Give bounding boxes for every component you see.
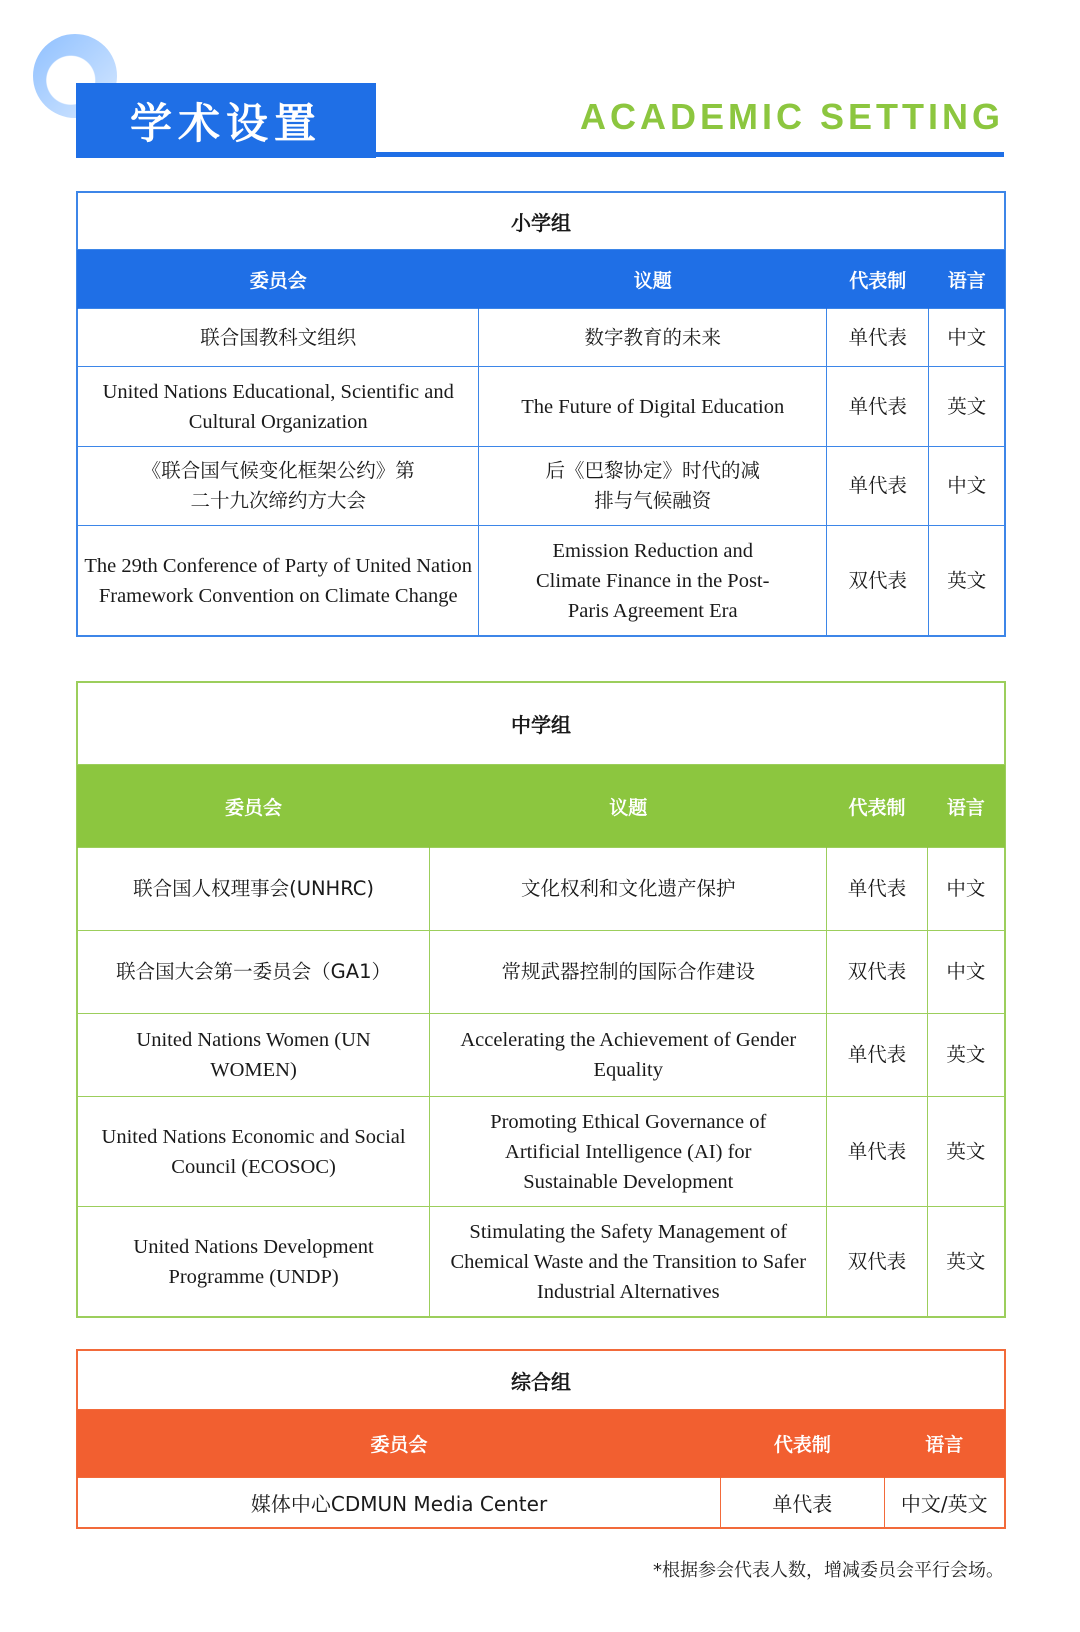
page-title-english: ACADEMIC SETTING [580, 96, 1004, 137]
title-underline [76, 152, 1004, 157]
table-row [78, 1478, 1005, 1528]
delegation-cell: 双代表 [827, 931, 927, 1014]
header-language: 语言 [929, 250, 1005, 309]
language-cell: 英文 [927, 1014, 1004, 1097]
language-cell: 英文 [927, 1097, 1004, 1207]
language-cell: 中文 [929, 447, 1005, 526]
header-language: 语言 [927, 765, 1004, 848]
language-cell: 中文/英文 [884, 1478, 1004, 1528]
delegation-cell: 单代表 [827, 1097, 927, 1207]
table-row [78, 1207, 1005, 1317]
committee-cell: 联合国大会第一委员会（GA1） [78, 931, 430, 1014]
committee-cell: 联合国教科文组织 [78, 309, 479, 367]
topic-cell: Accelerating the Achievement of Gender Equality [430, 1014, 827, 1097]
topic-cell: The Future of Digital Education [479, 367, 827, 447]
table-row [78, 447, 1005, 526]
committee-cell: 联合国人权理事会(UNHRC) [78, 848, 430, 931]
header-language: 语言 [884, 1410, 1004, 1478]
committee-cell: United Nations Development Programme (UNDP) [78, 1207, 430, 1317]
language-cell: 英文 [927, 1207, 1004, 1317]
topic-cell: 文化权利和文化遗产保护 [430, 848, 827, 931]
table-row [78, 367, 1005, 447]
table-row [78, 848, 1005, 931]
committee-cell: The 29th Conference of Party of United Nation Framework Convention on Climate Change [78, 526, 479, 636]
header-committee: 委员会 [78, 765, 430, 848]
header-delegation: 代表制 [827, 765, 927, 848]
delegation-cell: 单代表 [827, 367, 929, 447]
topic-cell: 数字教育的未来 [479, 309, 827, 367]
committee-cell: United Nations Educational, Scientific and Cultural Organization [78, 367, 479, 447]
topic-cell: 后《巴黎协定》时代的减排与气候融资 [479, 447, 827, 526]
delegation-cell: 单代表 [721, 1478, 885, 1528]
topic-cell: Stimulating the Safety Management of Chemical Waste and the Transition to Safer Industrial Alternatives [430, 1207, 827, 1317]
section-title: 综合组 [78, 1351, 1005, 1410]
table-row [78, 931, 1005, 1014]
header-committee: 委员会 [78, 1410, 721, 1478]
delegation-cell: 双代表 [827, 526, 929, 636]
delegation-cell: 单代表 [827, 1014, 927, 1097]
header-committee: 委员会 [78, 250, 479, 309]
delegation-cell: 单代表 [827, 447, 929, 526]
language-cell: 英文 [929, 526, 1005, 636]
topic-cell: Emission Reduction and Climate Finance in the Post-Paris Agreement Era [479, 526, 827, 636]
middle-school-table [76, 681, 1006, 1318]
delegation-cell: 单代表 [827, 309, 929, 367]
delegation-cell: 双代表 [827, 1207, 927, 1317]
section-title: 小学组 [78, 193, 1005, 250]
committee-cell: United Nations Economic and Social Council (ECOSOC) [78, 1097, 430, 1207]
table-row [78, 526, 1005, 636]
table-row [78, 1097, 1005, 1207]
committee-cell: 媒体中心CDMUN Media Center [78, 1478, 721, 1528]
footnote: *根据参会代表人数，增减委员会平行会场。 [653, 1560, 1004, 1581]
table-row [78, 1014, 1005, 1097]
header-topic: 议题 [430, 765, 827, 848]
committee-cell: United Nations Women (UN WOMEN) [78, 1014, 430, 1097]
committee-cell: 《联合国气候变化框架公约》第二十九次缔约方大会 [78, 447, 479, 526]
topic-cell: 常规武器控制的国际合作建设 [430, 931, 827, 1014]
language-cell: 中文 [927, 848, 1004, 931]
language-cell: 中文 [929, 309, 1005, 367]
section-title: 中学组 [78, 683, 1005, 765]
language-cell: 中文 [927, 931, 1004, 1014]
delegation-cell: 单代表 [827, 848, 927, 931]
general-group-table [76, 1349, 1006, 1529]
primary-school-table [76, 191, 1006, 637]
page-title: 学术设置 [76, 83, 376, 158]
language-cell: 英文 [929, 367, 1005, 447]
header-delegation: 代表制 [827, 250, 929, 309]
header-delegation: 代表制 [721, 1410, 885, 1478]
topic-cell: Promoting Ethical Governance of Artificial Intelligence (AI) for Sustainable Development [430, 1097, 827, 1207]
table-row [78, 309, 1005, 367]
header-topic: 议题 [479, 250, 827, 309]
